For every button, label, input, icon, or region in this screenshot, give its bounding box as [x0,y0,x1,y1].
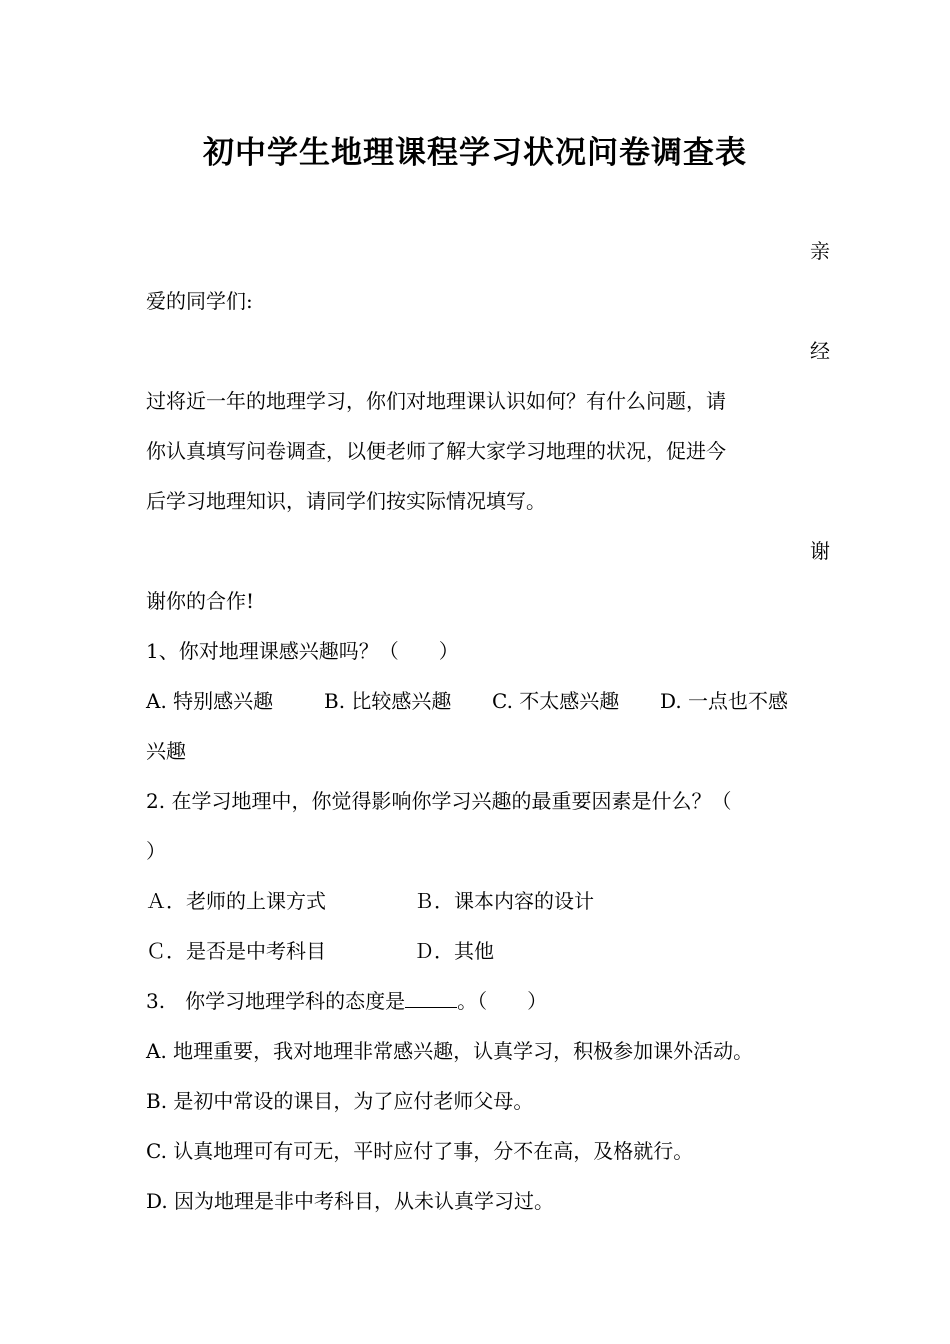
question-3-text [146,976,830,1026]
question-1-option-d: D. 一点也不感 [660,689,789,713]
answer-blank [405,987,457,1008]
question-1-option-a: A. 特别感兴趣 [146,689,274,713]
question-2-text-wrap: ） [146,839,166,863]
question-3-text-after: 。（ ） [457,989,548,1013]
question-2-options-row-1 [146,876,830,926]
question-2-text: 2. 在学习地理中，你觉得影响你学习兴趣的最重要因素是什么？（ [146,789,732,813]
question-2-options-row-2 [146,926,830,976]
question-1-option-b: B. 比较感兴趣 [324,689,452,713]
question-3-option-d: D. 因为地理是非中考科目，从未认真学习过。 [146,1189,555,1213]
thanks-rest: 谢你的合作! [146,589,255,613]
question-1-options [146,676,830,726]
intro-line: 过将近一年的地理学习，你们对地理课认识如何？有什么问题，请 [146,389,726,413]
question-2-option-b: Ｂ．课本内容的设计 [414,889,594,913]
question-3-option-a: A. 地理重要，我对地理非常感兴趣，认真学习，积极参加课外活动。 [146,1039,754,1063]
thanks-start: 谢 [810,539,830,563]
question-3-option-c: C. 认真地理可有可无，平时应付了事，分不在高，及格就行。 [146,1139,694,1163]
intro-start: 经 [810,339,830,363]
greeting-start: 亲 [810,239,830,263]
document-body [146,226,830,1226]
question-1-option-d-wrap: 兴趣 [146,739,186,763]
question-1-text: 1、你对地理课感兴趣吗？（ ） [146,639,459,663]
question-3-text-before: 3. 你学习地理学科的态度是 [146,989,406,1013]
question-2-option-c: Ｃ．是否是中考科目 [146,939,326,963]
question-2-option-a: Ａ．老师的上课方式 [146,889,326,913]
greeting-rest: 爱的同学们: [146,289,253,313]
document-title: 初中学生地理课程学习状况问卷调查表 [203,135,747,171]
intro-line: 后学习地理知识，请同学们按实际情况填写。 [146,489,546,513]
question-2-option-d: Ｄ．其他 [414,939,494,963]
question-3-option-b: B. 是初中常设的课目，为了应付老师父母。 [146,1089,534,1113]
intro-line: 你认真填写问卷调查，以便老师了解大家学习地理的状况，促进今 [146,439,726,463]
question-1-option-c: C. 不太感兴趣 [492,689,620,713]
